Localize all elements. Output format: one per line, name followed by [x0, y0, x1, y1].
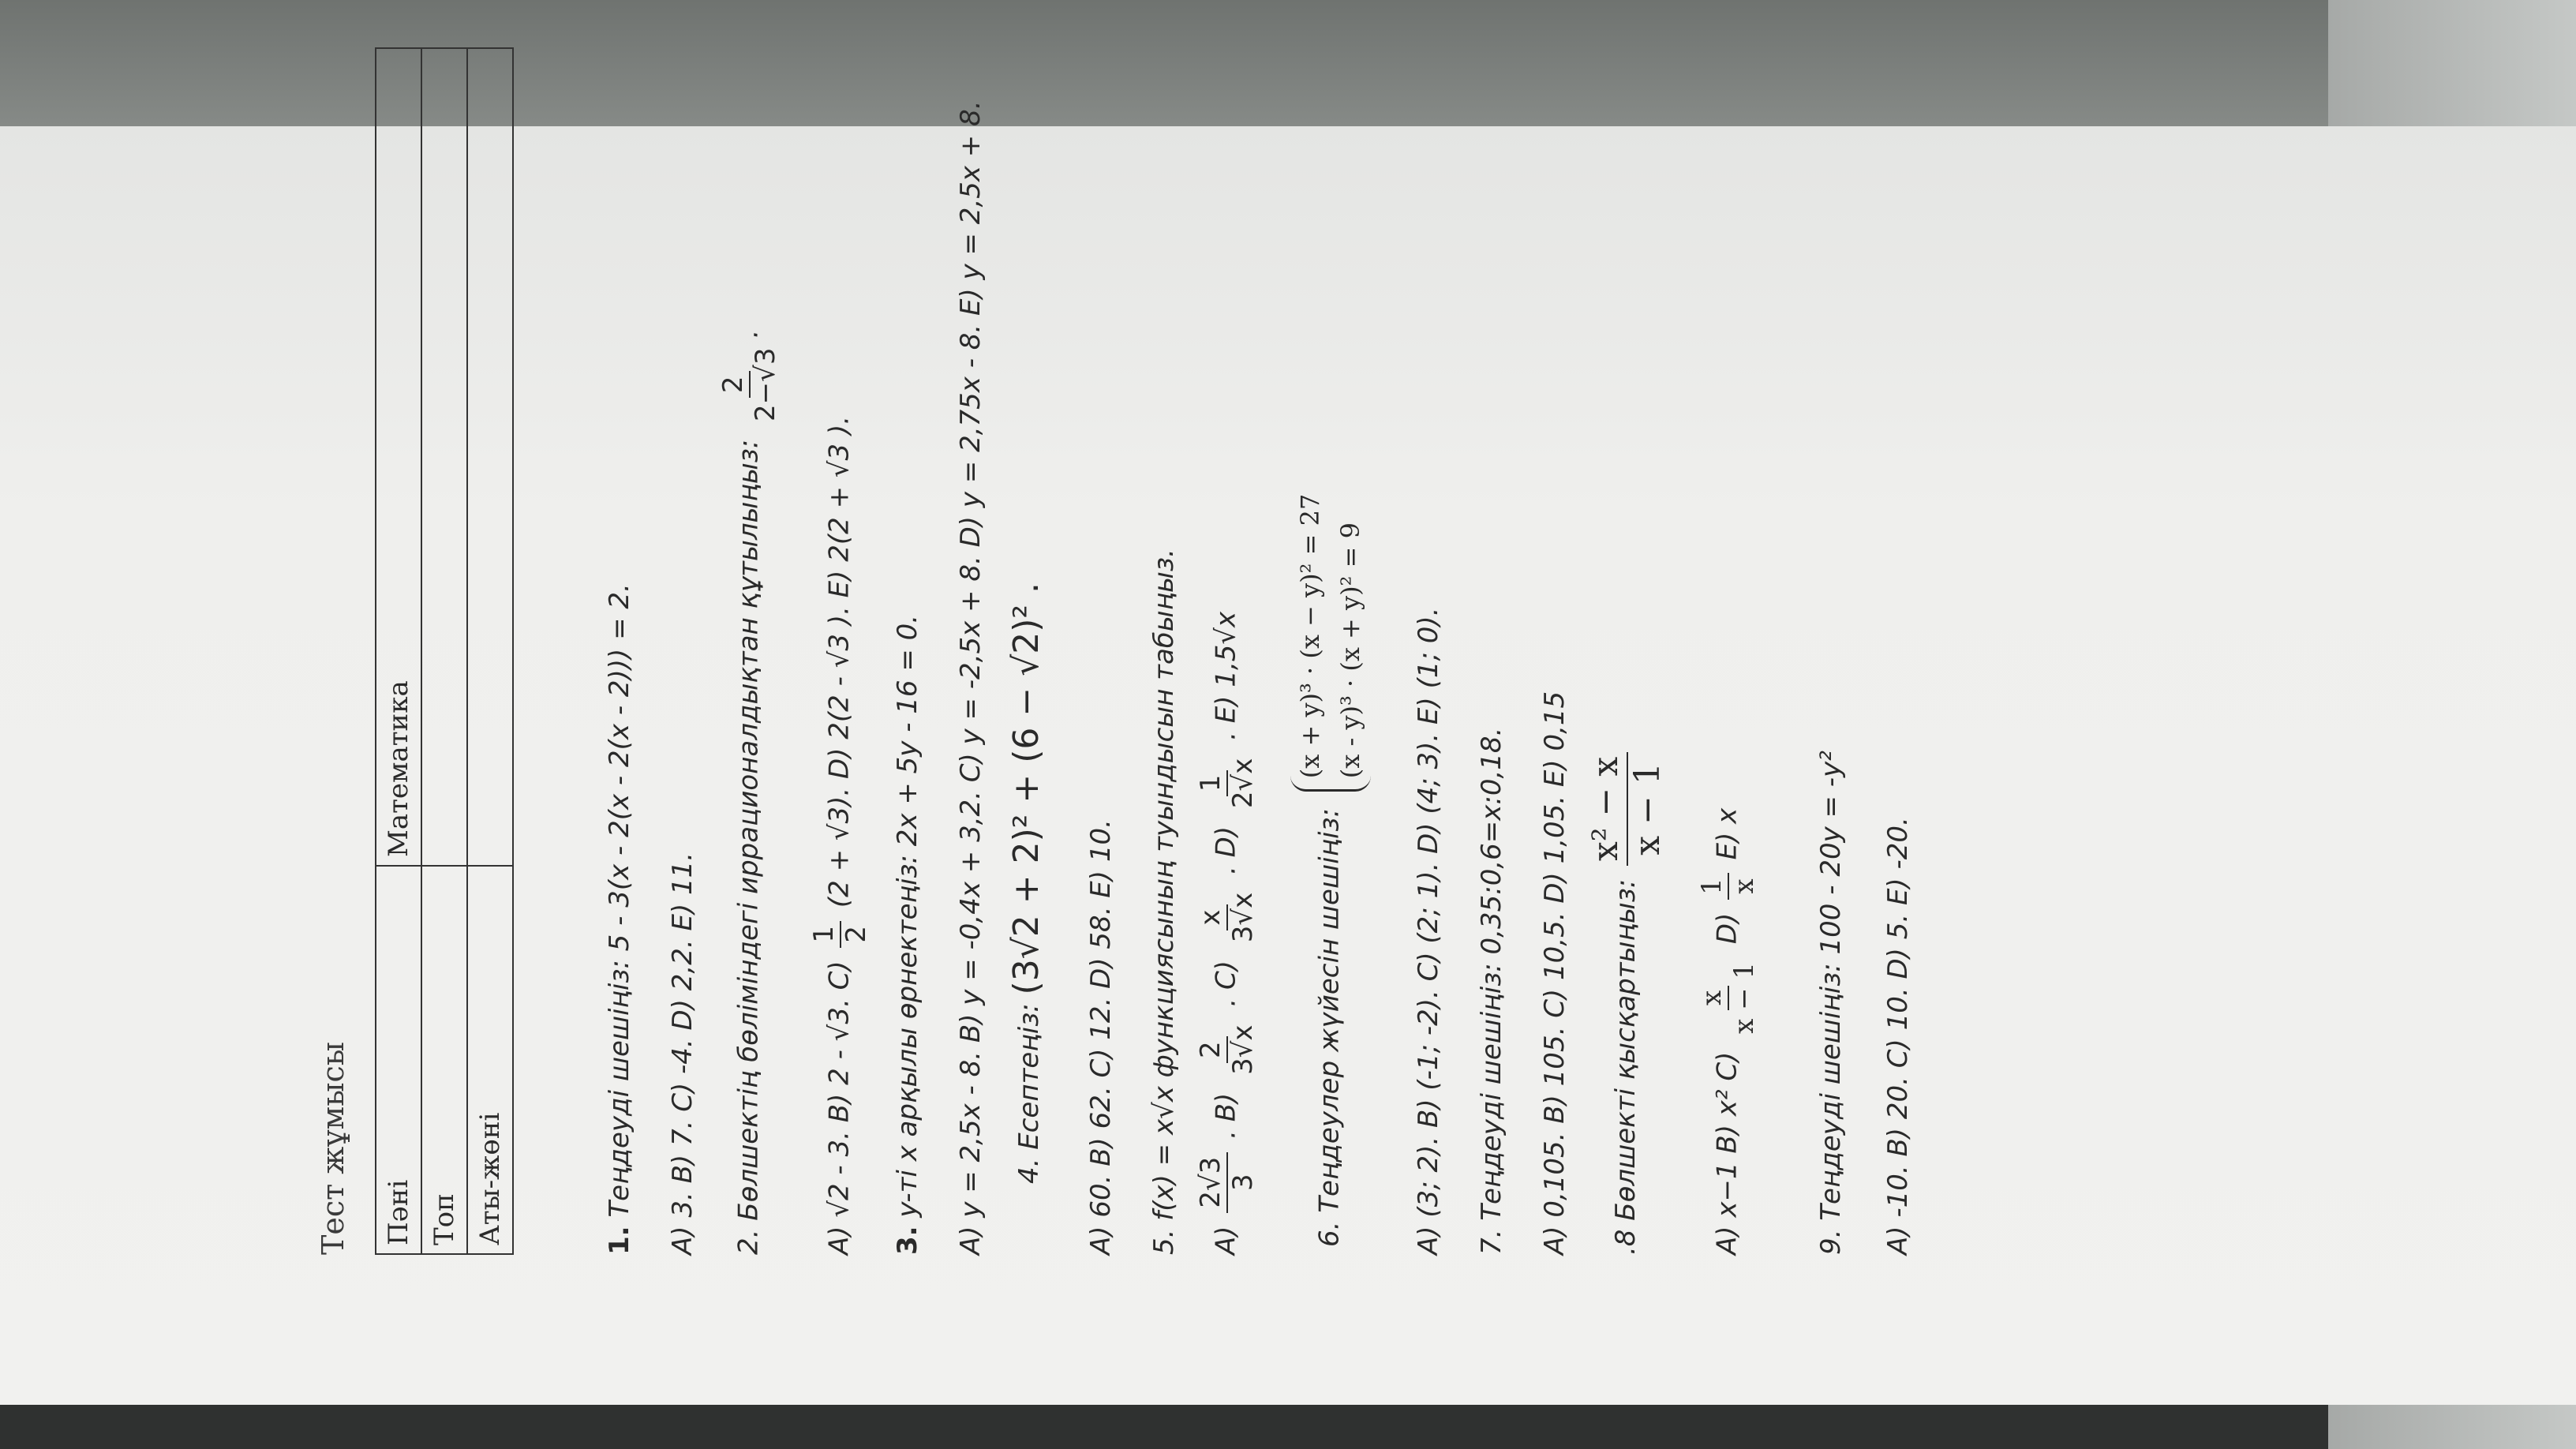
- question-text: 6. Теңдеулер жүйесін шешіңіз:: [1313, 808, 1346, 1247]
- fraction-numerator: 2: [718, 371, 751, 398]
- answers-4: A) 60. B) 62. C) 12. D) 58. E) 10.: [1085, 819, 1117, 1255]
- info-row-subject: [376, 48, 421, 1254]
- fraction-denominator: x: [1728, 878, 1761, 894]
- fraction-denominator: 2√x: [1227, 758, 1260, 809]
- question-number: 1.: [604, 1226, 635, 1255]
- answers-8: [1697, 808, 1760, 1255]
- info-label: Пәні: [376, 866, 421, 1254]
- fraction-numerator: 2: [1196, 1036, 1228, 1063]
- answer-label: E) x: [1711, 807, 1743, 860]
- question-8: [1586, 747, 1668, 1255]
- answers-9: A) -10. B) 20. C) 10. D) 5. E) -20.: [1882, 817, 1914, 1255]
- fraction-numerator: 2√3: [1196, 1152, 1228, 1213]
- fraction-denominator: 3√x: [1227, 892, 1260, 943]
- answers-3: A) y = 2,5x - 8. B) y = -0,4x + 3,2. C) y = -2,5x + 8. D) y = 2,75x - 8. E) y = 2,5x + 8.: [955, 100, 987, 1255]
- test-page: [103, 24, 2391, 1255]
- info-label: Топ: [421, 866, 467, 1254]
- answers-part: (2 + √3). D) 2(2 - √3 ). E) 2(2 + √3 ).: [823, 415, 856, 908]
- info-table: [375, 47, 514, 1255]
- answer-label: . C): [1210, 960, 1242, 1007]
- info-row-group: [421, 48, 467, 1254]
- answer-label: . E) 1,5√x: [1210, 611, 1242, 740]
- answer-label: A): [1210, 1226, 1242, 1255]
- answer-label: D): [1711, 912, 1743, 945]
- question-2: 2. Бөлшектің бөліміндегі иррационалдықтан құтылыңыз: 2 2−√3 .: [717, 329, 782, 1255]
- fraction: [1697, 873, 1760, 900]
- fraction-numerator: x² − x: [1586, 752, 1628, 866]
- fraction-numerator: x: [1697, 986, 1729, 1010]
- info-value: [467, 48, 513, 866]
- info-label: Аты-жөні: [467, 866, 513, 1254]
- answers-5: [1196, 612, 1259, 1255]
- fraction: [1196, 1152, 1259, 1213]
- question-text: y-ті x арқылы өрнектеңіз: 2x + 5y - 16 = 0.: [892, 614, 923, 1226]
- fraction-numerator: 1: [1697, 873, 1729, 900]
- question-4: [1006, 582, 1046, 1184]
- fraction: [718, 343, 781, 426]
- answer-label: . B): [1210, 1092, 1242, 1139]
- fraction: [1196, 754, 1259, 813]
- answers-6: A) (3; 2). B) (-1; -2). C) (2; 1). D) (4; 3). E) (1; 0).: [1413, 607, 1444, 1255]
- answers-7: A) 0,105. B) 105. C) 10,5. D) 1,05. E) 0,15: [1539, 691, 1571, 1255]
- question-text: Теңдеуді шешіңіз: 5 - 3(x - 2(x - 2(x - 2))) = 2.: [604, 583, 635, 1226]
- fraction-denominator: x − 1: [1728, 961, 1761, 1034]
- question-text: 4. Есептеңіз:: [1013, 1003, 1045, 1184]
- question-7: 7. Теңдеуді шешіңіз: 0,35:0,6=x:0,18.: [1476, 727, 1507, 1255]
- info-row-name: [467, 48, 513, 1254]
- fraction: [1196, 1020, 1259, 1079]
- fraction-denominator: 3√x: [1227, 1024, 1260, 1075]
- question-text: 2. Бөлшектің бөліміндегі иррационалдықтан құтылыңыз:: [732, 439, 765, 1255]
- answers-2: [809, 416, 872, 1255]
- question-6: [1290, 494, 1371, 1247]
- fraction-numerator: x: [1196, 904, 1228, 930]
- answer-label: . D): [1210, 826, 1242, 874]
- fraction: [1196, 888, 1259, 947]
- question-number: 3.: [892, 1226, 923, 1255]
- question-1: [604, 583, 635, 1255]
- document-title: Тест жұмысы: [316, 1042, 350, 1255]
- fraction-numerator: 1: [809, 921, 841, 948]
- question-3: [892, 615, 923, 1255]
- answers-part: A) x−1 B) x² C): [1711, 1051, 1743, 1255]
- equation: (x - y)³ · (x + y)² = 9: [1335, 522, 1366, 779]
- question-9: 9. Теңдеуді шешіңіз: 100 - 20y = -y²: [1815, 751, 1847, 1255]
- question-5: 5. f(x) = x√x функциясының туындысын табыңыз.: [1148, 549, 1180, 1255]
- info-value: [421, 48, 467, 866]
- fraction-denominator: 2−√3: [750, 347, 782, 421]
- fraction-numerator: 1: [1196, 770, 1228, 797]
- info-value: Математика: [376, 48, 421, 866]
- fraction-denominator: 2: [841, 925, 873, 943]
- answers-1: A) 3. B) 7. C) -4. D) 2,2. E) 11.: [667, 852, 698, 1255]
- question-text: .8 Бөлшекті қысқартыңыз:: [1610, 878, 1642, 1255]
- fraction-denominator: 3: [1227, 1174, 1260, 1192]
- fraction: [1586, 752, 1668, 866]
- equation: (x + y)³ · (x − y)² = 27: [1295, 493, 1325, 779]
- expression: (3√2 + 2)² + (6 − √2)² .: [1006, 582, 1046, 995]
- fraction: [1697, 957, 1760, 1039]
- fraction-denominator: x − 1: [1627, 762, 1668, 856]
- answers-part: A) √2 - 3. B) 2 - √3. C): [823, 960, 856, 1255]
- fraction: [809, 921, 872, 948]
- equation-system: [1290, 494, 1371, 792]
